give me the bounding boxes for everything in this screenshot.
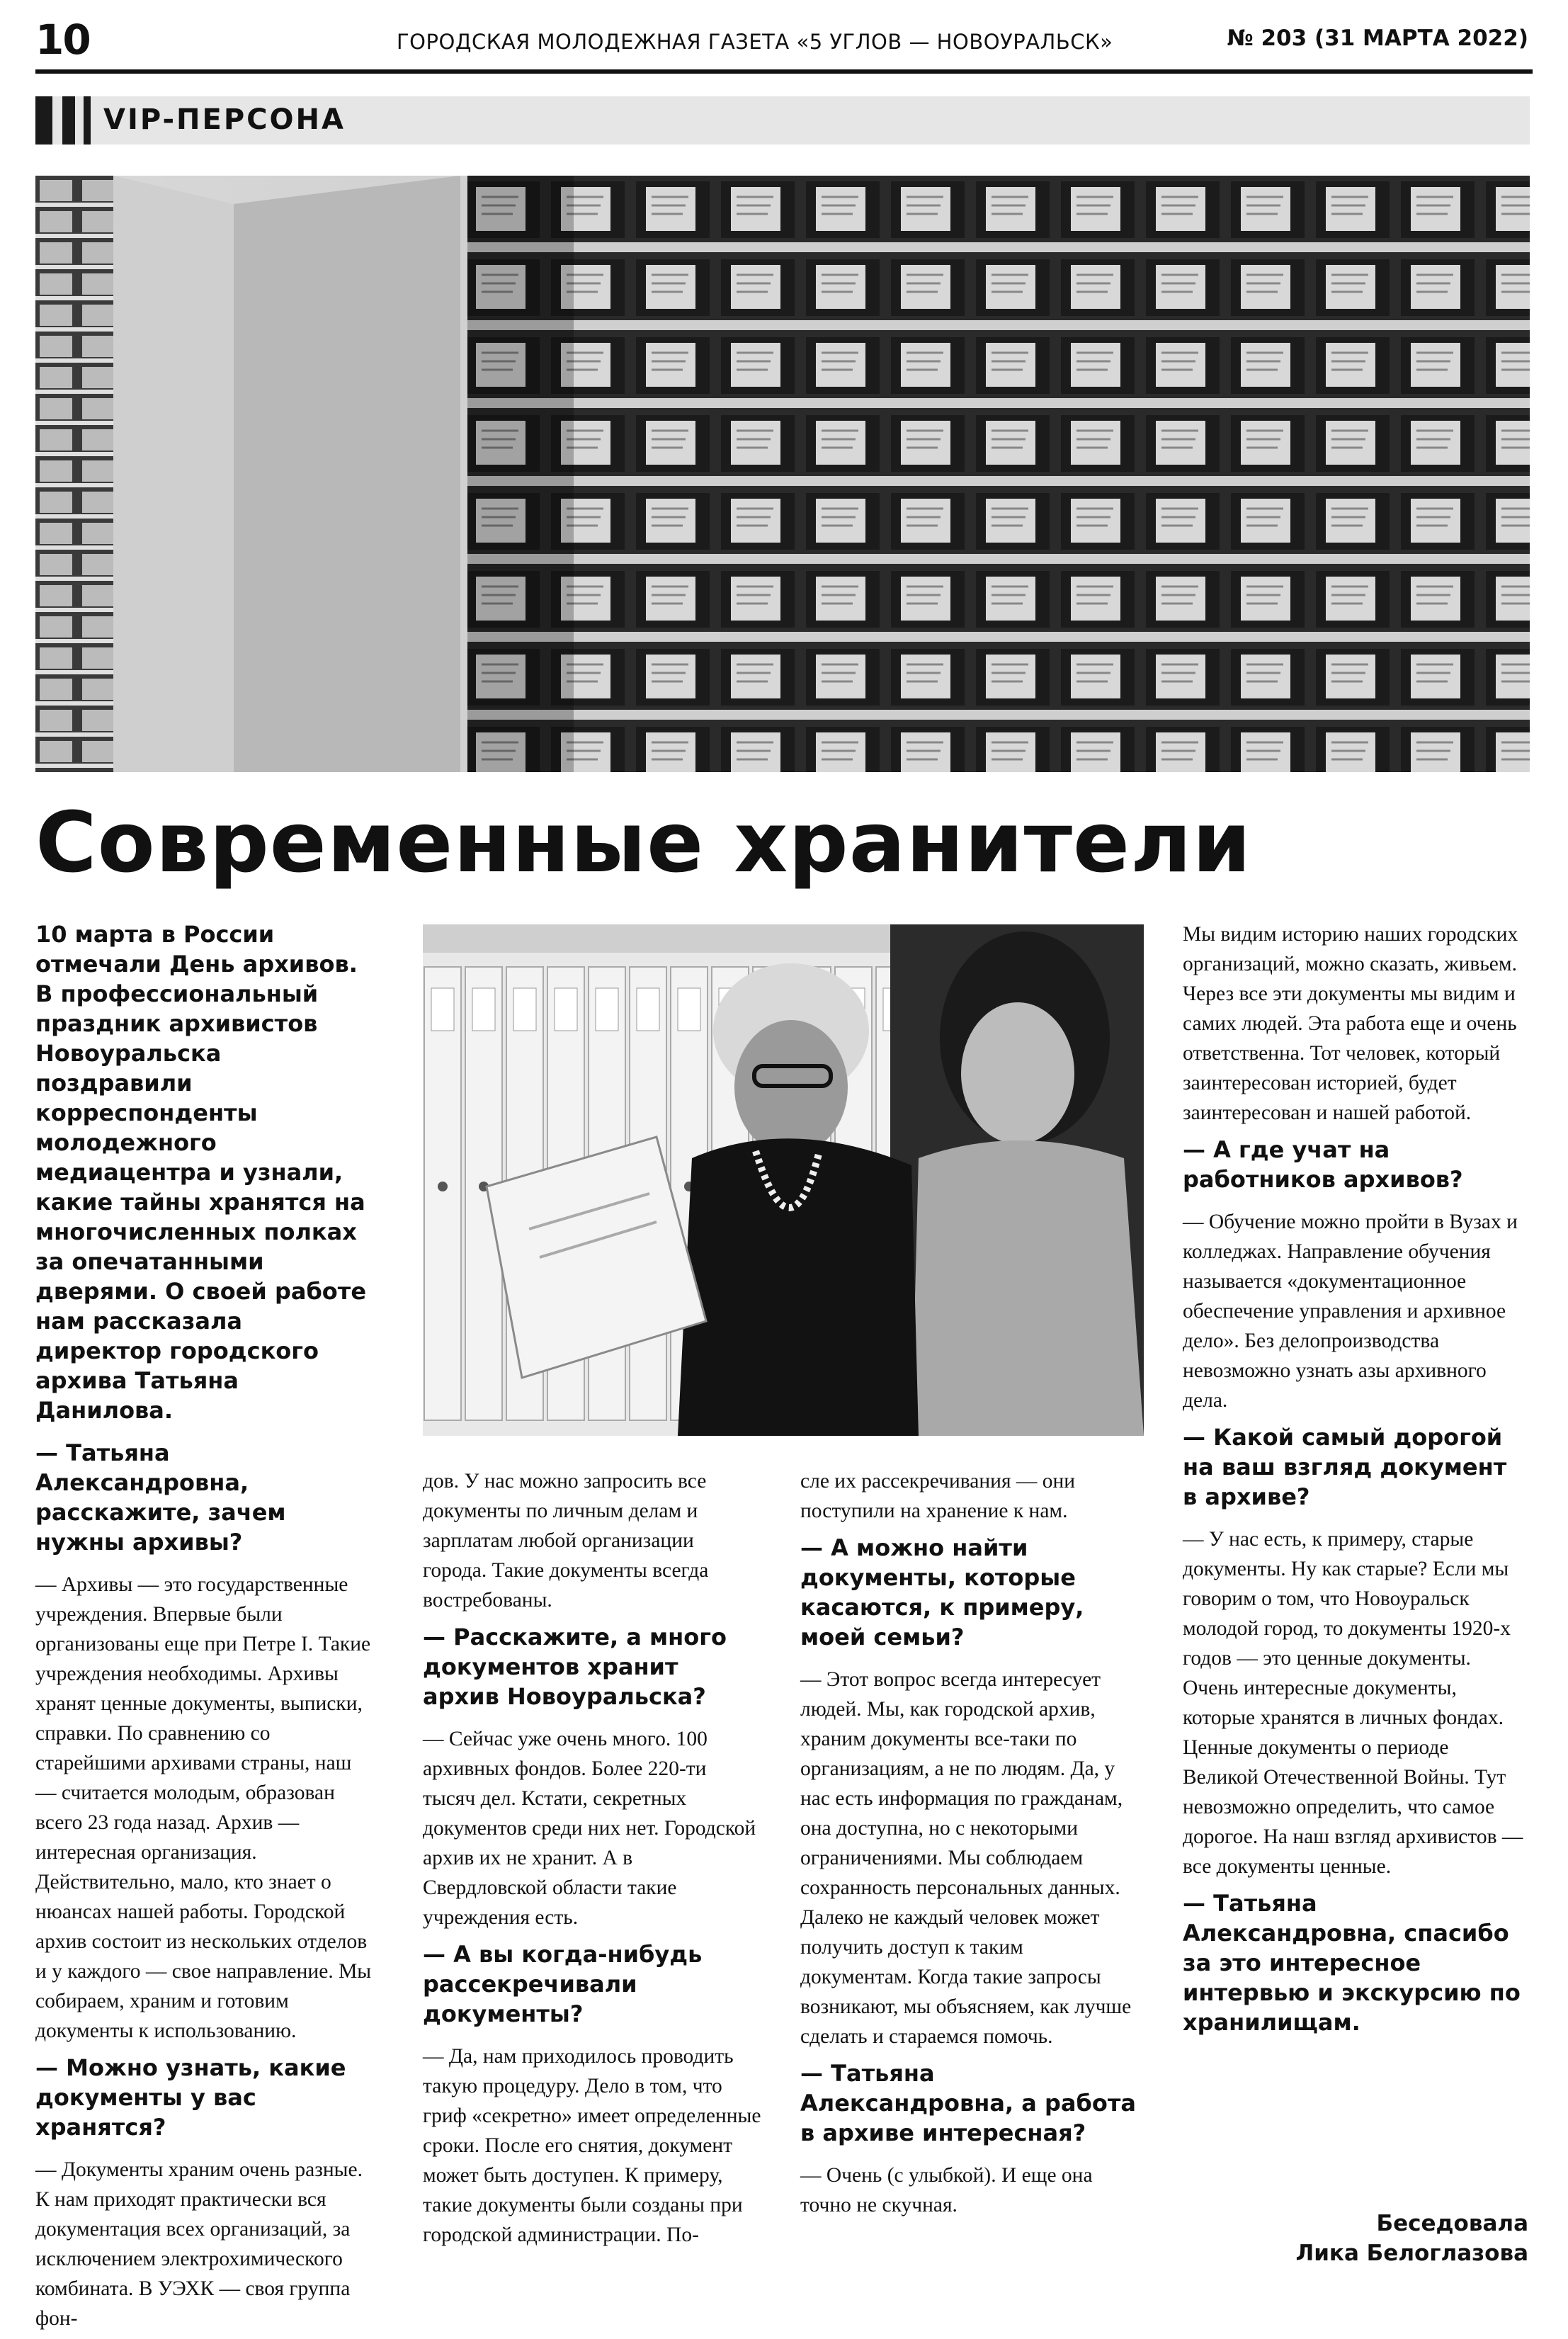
article-column-2 xyxy=(423,1466,761,2255)
question: — Расскажите, а много документов хранит архив Новоуральска? xyxy=(423,1624,727,1710)
article-column-4 xyxy=(1183,919,1528,2050)
newspaper-name: ГОРОДСКАЯ МОЛОДЕЖНАЯ ГАЗЕТА «5 УГЛОВ — НОВОУРАЛЬСК» xyxy=(397,30,1113,54)
answer: — Архивы — это государственные учреждения. Впервые были организованы еще при Петре I. Такие учреждения необходимы. Архивы хранят ценные документы, выписки, справки. По сравнению со старейшими архивами страны, наш — считается молодым, образован всего 23 года назад. Архив — интересная организация. Действительно, мало, кто знает о нюансах нашей работы. Городской архив состоит из нескольких отделов и у каждого — свое направление. Мы собираем, храним и готовим документы к использованию. xyxy=(35,1573,372,2042)
answer: — Обучение можно пройти в Вузах и колледжах. Направление обучения называется «документационное обеспечение управления и архивное дело». Без делопроизводства невозможно узнать азы архивного дела. xyxy=(1183,1211,1518,1412)
answer: Мы видим историю наших городских организаций, можно сказать, живьем. Через все эти документы мы видим и самих людей. Эта работа еще и очень ответственна. Тот человек, который заинтересован историей, будет заинтересован и нашей работой. xyxy=(1183,923,1518,1124)
answer: дов. У нас можно запросить все документы по личным делам и зарплатам любой организации города. Такие документы всегда востребованы. xyxy=(423,1470,709,1612)
article-column-3 xyxy=(800,1466,1139,2226)
rubric-bar-mark xyxy=(84,96,91,145)
answer: — У нас есть, к примеру, старые документы. Ну как старые? Если мы говорим о том, что Новоуральск молодой город, то документы 1920-х годов — это ценные документы. Очень интересные документы, которые хранятся в личных фондах. Ценные документы о периоде Великой Отечественной Войны. Тут невозможно определить, что самое дорогое. На наш взгляд архивистов — все документы ценные. xyxy=(1183,1528,1523,1878)
question: — А где учат на работников архивов? xyxy=(1183,1136,1463,1193)
answer: сле их рассекречивания — они поступили на хранение к нам. xyxy=(800,1470,1076,1522)
question: — А вы когда-нибудь рассекречивали документы? xyxy=(423,1941,703,2027)
rubric-bar-mark xyxy=(62,96,75,145)
article-column-1 xyxy=(35,919,374,2339)
header-rule xyxy=(35,69,1533,74)
byline xyxy=(1295,2209,1528,2268)
headline: Современные хранители xyxy=(35,793,1252,891)
rubric-title: VIP-ПЕРСОНА xyxy=(103,103,346,136)
archive-director-photo xyxy=(423,924,1144,1436)
rubric-bar-mark xyxy=(35,96,52,145)
issue-number: № 203 (31 МАРТА 2022) xyxy=(1227,26,1528,51)
question: — Татьяна Александровна, а работа в архиве интересная? xyxy=(800,2060,1136,2146)
answer: — Этот вопрос всегда интересует людей. Мы, как городской архив, храним документы все-таки по организациям, а не по людям. Да, у нас есть информация по гражданам, она доступна, но с некоторыми ограничениями. Мы соблюдаем сохранность персональных данных. Далеко не каждый человек может получить доступ к таким документам. Когда такие запросы возникают, мы объясняем, как лучше сделать и стараемся помочь. xyxy=(800,1668,1132,2048)
answer: — Да, нам приходилось проводить такую процедуру. Дело в том, что гриф «секретно» имеет определенные сроки. После его снятия, документ может быть доступен. К примеру, такие документы были созданы при городской администрации. По- xyxy=(423,2045,761,2246)
byline-author: Лика Белоглазова xyxy=(1295,2241,1528,2266)
answer: — Очень (с улыбкой). И еще она точно не скучная. xyxy=(800,2164,1093,2216)
answer: — Документы храним очень разные. К нам приходят практически вся документация всех организаций, за исключением электрохимического комбината. В УЭХК — своя группа фон- xyxy=(35,2158,363,2330)
answer: — Сейчас уже очень много. 100 архивных фондов. Более 220-ти тысяч дел. Кстати, секретных документов среди них нет. Городской архив их не хранит. А в Свердловской области такие учреждения есть. xyxy=(423,1728,756,1929)
rubric-bar xyxy=(35,96,1530,145)
byline-label: Беседовала xyxy=(1376,2211,1528,2236)
question: — Татьяна Александровна, расскажите, зачем нужны архивы? xyxy=(35,1439,286,1556)
question: — А можно найти документы, которые касаются, к примеру, моей семьи? xyxy=(800,1534,1084,1650)
article-lead: 10 марта в России отмечали День архивов. В профессиональный праздник архивистов Новоуральска поздравили корреспонденты молодежного медиацентра и узнали, какие тайны хранятся на многочисленных полках за опечатанными дверями. О своей работе нам рассказала директор городского архива Татьяна Данилова. xyxy=(35,921,367,1424)
question: — Можно узнать, какие документы у вас хранятся? xyxy=(35,2054,346,2141)
page-number: 10 xyxy=(35,16,90,64)
closing-question: — Татьяна Александровна, спасибо за это интересное интервью и экскурсию по хранилищам. xyxy=(1183,1890,1521,2036)
question: — Какой самый дорогой на ваш взгляд документ в архиве? xyxy=(1183,1424,1507,1510)
archive-shelves-photo xyxy=(35,176,1530,772)
